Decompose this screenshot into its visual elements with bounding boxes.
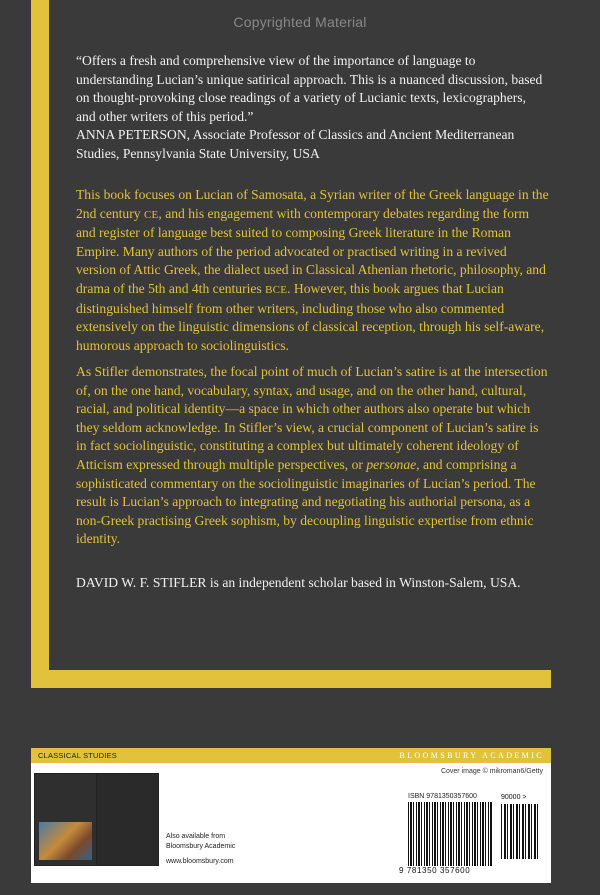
also-available-text: Also available from Bloomsbury Academic — [166, 833, 236, 850]
related-book-cover-1 — [35, 774, 96, 865]
isbn-barcode — [408, 802, 493, 866]
price-code: 90000 > — [501, 794, 527, 801]
quote-text: “Offers a fresh and comprehensive view of the importance of language to understanding Lucian’s unique satirical approach. This is a nuanced discussion, based on thought-provoking close readings of a variety of Lucianic texts, lexicographers, and other writers of this period.” — [76, 53, 543, 124]
yellow-frame-left — [31, 0, 49, 688]
yellow-frame-bottom — [31, 670, 551, 688]
website-url: www.bloomsbury.com — [166, 858, 234, 865]
related-book-cover-2 — [97, 774, 158, 865]
copyright-watermark: Copyrighted Material — [233, 14, 367, 30]
blurb-paragraph-2: As Stifler demonstrates, the focal point of much of Lucian’s satire is at the intersection of, on the one hand, vocabulary, syntax, and usage, and on the other hand, cultural, racial, and political identity—a space in which other authors also operate but which they seldom acknowledge. In Stifler’s view, a crucial component of Lucian’s satire is in fact sociolinguistic, constituting a complex but ultimately coherent ideology of Atticism expressed through multiple perspectives, or personae, and comprising a sophisticated commentary on the sociolinguistic imaginaries of Lucian’s period. The result is Lucian’s approach to integrating and negotiating his authorial persona, as a non-Greek practising Greek sophism, by decoupling linguistic expertise from ethnic identity. — [76, 364, 548, 547]
author-bio: DAVID W. F. STIFLER is an independent scholar based in Winston-Salem, USA. — [76, 575, 521, 590]
series-label: CLASSICAL STUDIES — [38, 751, 117, 760]
publisher-band — [31, 748, 551, 883]
publisher-name: BLOOMSBURY ACADEMIC — [399, 751, 544, 760]
blurb-paragraph-1: This book focuses on Lucian of Samosata, a Syrian writer of the Greek language in the 2nd century CE, and his engagement with contemporary debates regarding the form and register of language best suited to composing Greek literature in the Roman Empire. Many authors of the period advocated or practised writing in a revived version of Attic Greek, the dialect used in Classical Athenian rhetoric, philosophy, and drama of the 5th and 4th centuries BCE. However, this book argues that Lucian distinguished himself from other writers, including those who also commented extensively on the linguistic dimensions of classical reception, through his self-aware, humorous approach to sociolinguistics. — [76, 187, 549, 353]
cover-credit: Cover image © mikroman6/Getty — [440, 768, 543, 775]
band-header — [31, 748, 551, 763]
addon-barcode — [501, 804, 539, 859]
endorsement-quote — [76, 52, 546, 164]
ean-digits: 9 781350 357600 — [399, 866, 471, 875]
isbn-label: ISBN 978135035760​0 — [408, 793, 477, 800]
quote-attribution: ANNA PETERSON, Associate Professor of Classics and Ancient Mediterranean Studies, Pennsylvania State University, USA — [76, 127, 515, 161]
book-cover-art — [39, 822, 92, 860]
